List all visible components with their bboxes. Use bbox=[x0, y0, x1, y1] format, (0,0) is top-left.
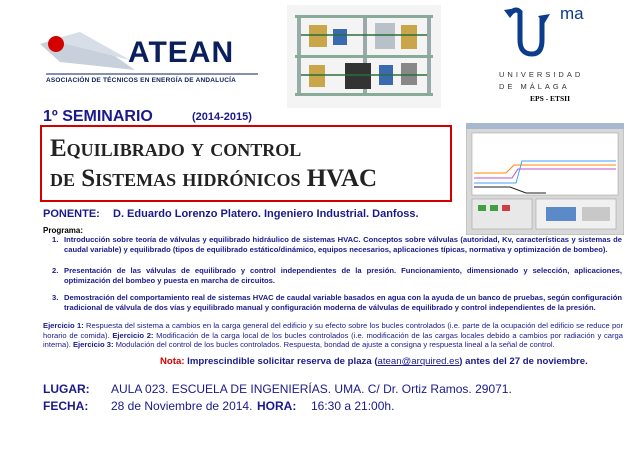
program-item bbox=[52, 235, 622, 254]
program-item-number: 3. bbox=[52, 293, 59, 302]
exercise-1-text: Respuesta del sistema a cambios en la carga general del edificio y su efecto sobre los bucles controlados (i.e. parte de la ocupación del edificio se reduce por horario de comida). bbox=[43, 321, 623, 340]
time-label: HORA: bbox=[257, 399, 297, 413]
time-value: 16:30 a 21:00h. bbox=[311, 399, 395, 413]
atean-subtitle: ASOCIACIÓN DE TÉCNICOS EN ENERGÍA DE ANDALUCÍA bbox=[46, 77, 237, 84]
exercise-2-text: Modificación de la carga local de los bucles controlados (i.e. modificación de las cargas locales debido a cambios por radiación y carga interna). bbox=[43, 330, 623, 350]
exercises-text bbox=[43, 321, 623, 350]
program-item-text: Introducción sobre teoría de válvulas y equilibrado hidráulico de sistemas HVAC. Conceptos sobre válvulas (autoridad, Kv, características y sistemas de caudal variable) y equilibrado (tipos de equilibrado estático/dinámico, equipos necesarios, aplicaciones típicas, normativa y optimización de bombeo). bbox=[64, 235, 622, 254]
test-bench-photo bbox=[287, 5, 441, 108]
exercise-3-text: Modulación del control de los bucles controlados. Respuesta, bondad de ajuste a consigna y respuesta lineal a la señal de control. bbox=[113, 340, 555, 350]
program-item-number: 2. bbox=[52, 266, 59, 275]
university-name-line2: DE MÁLAGA bbox=[499, 82, 570, 91]
atean-logo-text: ATEAN bbox=[128, 36, 235, 69]
location-label: LUGAR: bbox=[43, 382, 90, 396]
exercise-2-label: Ejercicio 2: bbox=[112, 330, 154, 340]
main-title-line2: de Sistemas hidrónicos HVAC bbox=[50, 165, 378, 192]
university-name-line1: UNIVERSIDAD bbox=[499, 70, 584, 79]
program-heading: Programa: bbox=[43, 226, 84, 235]
speaker-label: PONENTE: bbox=[43, 208, 100, 220]
note-label: Nota: bbox=[160, 356, 185, 367]
seminar-title: 1º SEMINARIO bbox=[43, 108, 153, 125]
program-item-number: 1. bbox=[52, 235, 59, 244]
program-item bbox=[52, 293, 622, 312]
uma-logo bbox=[500, 6, 560, 64]
program-item bbox=[52, 266, 622, 285]
speaker-name: D. Eduardo Lorenzo Platero. Ingeniero Industrial. Danfoss. bbox=[113, 208, 419, 220]
seminar-years: (2014-2015) bbox=[192, 111, 252, 123]
program-item-text: Presentación de las válvulas de equilibrado y control independientes de la presión. Funcionamiento, dimensionado y selección, aplicaciones, optimización del bombeo y puesta en marcha de circuitos. bbox=[64, 266, 622, 285]
school-name: EPS - ETSII bbox=[530, 94, 571, 103]
exercise-3-label: Ejercicio 3: bbox=[72, 340, 114, 350]
program-item-text: Demostración del comportamiento real de sistemas HVAC de caudal variable basados en agua con la ayuda de un banco de pruebas, según configuración tradicional de válvula de dos vías y equilibrado manual y configuración moderna de válvulas de equilibrado y control independientes de la presión. bbox=[64, 293, 622, 312]
exercise-1-label: Ejercicio 1: bbox=[43, 321, 84, 330]
monitoring-software-screenshot bbox=[466, 123, 624, 235]
main-title-line1: Equilibrado y control bbox=[50, 135, 302, 162]
uma-logo-text: ma bbox=[560, 4, 584, 23]
date-label: FECHA: bbox=[43, 399, 89, 413]
location-value: AULA 023. ESCUELA DE INGENIERÍAS. UMA. C/ Dr. Ortiz Ramos. 29071. bbox=[111, 382, 512, 396]
note-text-after: ) antes del 27 de noviembre. bbox=[459, 356, 588, 367]
registration-note bbox=[160, 356, 588, 367]
note-text-before: Imprescindible solicitar reserva de plaza ( bbox=[184, 356, 378, 367]
date-value: 28 de Noviembre de 2014. bbox=[111, 399, 253, 413]
contact-email-link[interactable]: atean@arquired.es bbox=[377, 356, 460, 367]
